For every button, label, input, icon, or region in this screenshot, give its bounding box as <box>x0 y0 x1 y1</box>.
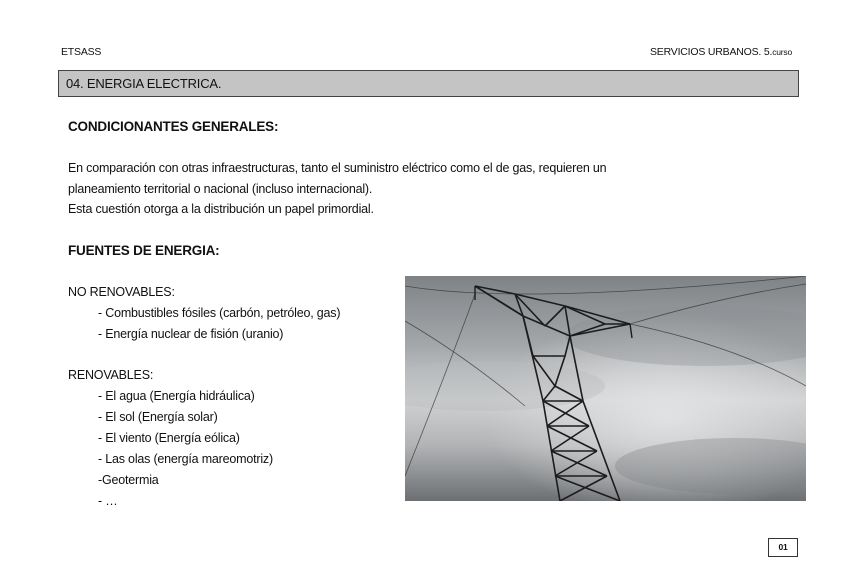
pylon-illustration <box>405 276 806 501</box>
section-title: 04. ENERGIA ELECTRICA. <box>66 76 222 91</box>
header-course-main: SERVICIOS URBANOS. 5. <box>649 46 773 58</box>
no-renovables-title: NO RENOVABLES: <box>68 285 175 299</box>
list-item: - Combustibles fósiles (carbón, petróleo, gas) <box>98 306 341 320</box>
header-course-small: curso <box>772 47 792 57</box>
paragraph-line: Esta cuestión otorga a la distribución un papel primordial. <box>68 202 374 216</box>
heading-fuentes: FUENTES DE ENERGIA: <box>68 243 220 258</box>
electricity-pylon-photo <box>405 276 806 501</box>
list-item: - El agua (Energía hidráulica) <box>98 389 255 403</box>
list-item: -Geotermia <box>98 473 159 487</box>
header-school: ETSASS <box>61 46 102 58</box>
header-course <box>650 46 792 58</box>
paragraph-line: En comparación con otras infraestructuras, tanto el suministro eléctrico como el de gas, requieren un <box>68 161 607 175</box>
list-item: - … <box>98 494 118 508</box>
renovables-list <box>98 386 273 512</box>
no-renovables-list <box>98 303 340 345</box>
list-item: - Energía nuclear de fisión (uranio) <box>98 327 284 341</box>
section-title-bar <box>58 70 799 97</box>
condicionantes-paragraph <box>68 158 768 220</box>
heading-condicionantes: CONDICIONANTES GENERALES: <box>68 119 279 134</box>
page-number: 01 <box>768 538 798 557</box>
list-item: - El sol (Energía solar) <box>98 410 218 424</box>
renovables-title: RENOVABLES: <box>68 368 154 382</box>
list-item: - Las olas (energía mareomotriz) <box>98 452 273 466</box>
list-item: - El viento (Energía eólica) <box>98 431 240 445</box>
paragraph-line: planeamiento territorial o nacional (incluso internacional). <box>68 181 373 196</box>
